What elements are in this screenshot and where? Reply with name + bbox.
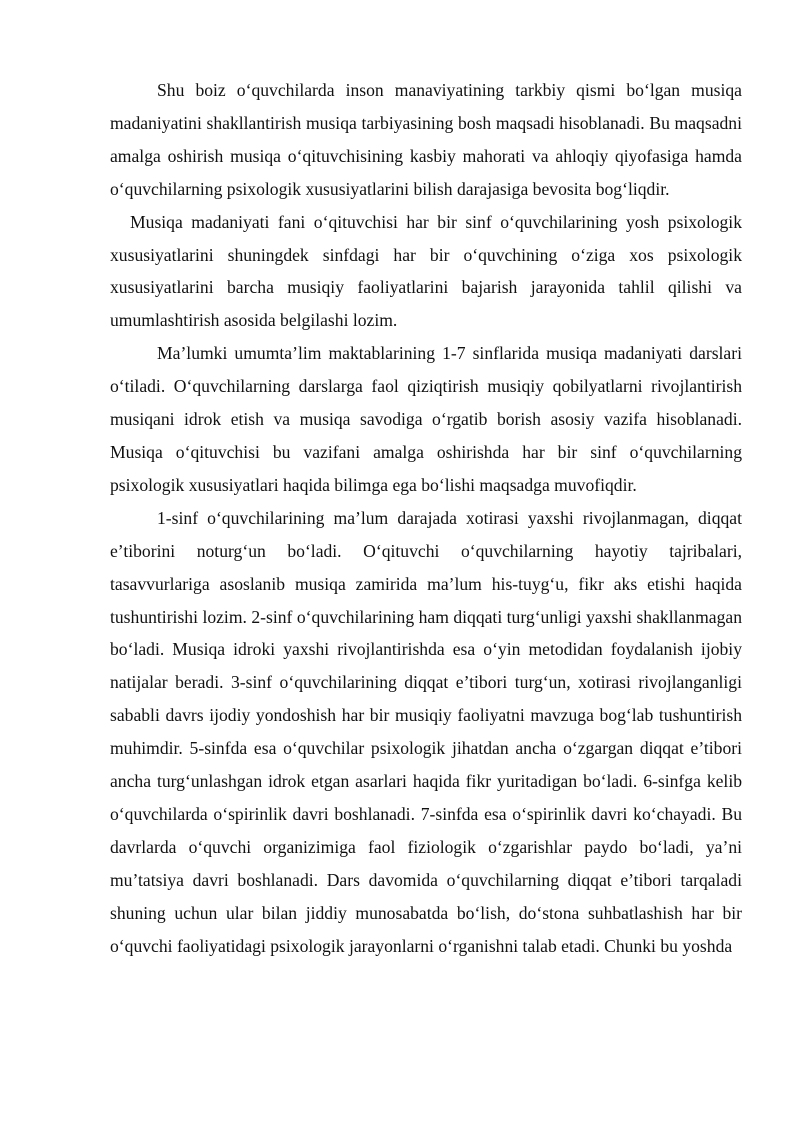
document-page — [110, 74, 742, 962]
paragraph-4: 1-sinf o‘quvchilarining ma’lum darajada xotirasi yaxshi rivojlanmagan, diqqat e’tiborini noturg‘un bo‘ladi. O‘qituvchi o‘quvchilarning hayotiy tajribalari, tasavvurlariga asoslanib musiqa zamirida ma’lum his-tuyg‘u, fikr aks etishi haqida tushuntirishi lozim. 2-sinf o‘quvchilarining ham diqqati turg‘unligi yaxshi shakllanmagan bo‘ladi. Musiqa idroki yaxshi rivojlantirishda esa o‘yin metodidan foydalanish ijobiy natijalar beradi. 3-sinf o‘quvchilarining diqqat e’tibori turg‘un, xotirasi rivojlanganligi sababli davrs ijodiy yondoshish har bir musiqiy faoliyatni mavzuga bog‘lab tushuntirish muhimdir. 5-sinfda esa o‘quvchilar psixologik jihatdan ancha o‘zgargan diqqat e’tibori ancha turg‘unlashgan idrok etgan asarlari haqida fikr yuritadigan bo‘ladi. 6-sinfga kelib o‘quvchilarda o‘spirinlik davri boshlanadi. 7-sinfda esa o‘spirinlik davri ko‘chayadi. Bu davrlarda o‘quvchi organizimiga faol fiziologik o‘zgarishlar paydo bo‘ladi, ya’ni mu’tatsiya davri boshlanadi. Dars davomida o‘quvchilarning diqqat e’tibori tarqaladi shuning uchun ular bilan jiddiy munosabatda bo‘lish, do‘stona suhbatlashish har bir o‘quvchi faoliyatidagi psixologik jarayonlarni o‘rganishni talab etadi. Chunki bu yoshda — [110, 507, 742, 956]
paragraph-1: Shu boiz o‘quvchilarda inson manaviyatining tarkbiy qismi bo‘lgan musiqa madaniyatini shakllantirish musiqa tarbiyasining bosh maqsadi hisoblanadi. Bu maqsadni amalga oshirish musiqa o‘qituvchisining kasbiy mahorati va ahloqiy qiyofasiga hamda o‘quvchilarning psixologik xususiyatlarini bilish darajasiga bevosita bog‘liqdir. — [110, 80, 742, 199]
paragraph-2: Musiqa madaniyati fani o‘qituvchisi har bir sinf o‘quvchilarining yosh psixologik xususiyatlarini shuningdek sinfdagi har bir o‘quvchining o‘ziga xos psixologik xususiyatlarini barcha musiqiy faoliyatlarini bajarish jarayonida tahlil qilishi va umumlashtirish asosida belgilashi lozim. — [110, 211, 742, 331]
paragraph-3: Ma’lumki umumta’lim maktablarining 1-7 sinflarida musiqa madaniyati darslari o‘tiladi. O‘quvchilarning darslarga faol qiziqtirish musiqiy qobilyatlarni rivojlantirish musiqani idrok etish va musiqa savodiga o‘rgatib borish asosiy vazifa hisoblanadi. Musiqa o‘qituvchisi bu vazifani amalga oshirishda har bir sinf o‘quvchilarning psixologik xususiyatlari haqida bilimga ega bo‘lishi maqsadga muvofiqdir. — [110, 343, 742, 495]
